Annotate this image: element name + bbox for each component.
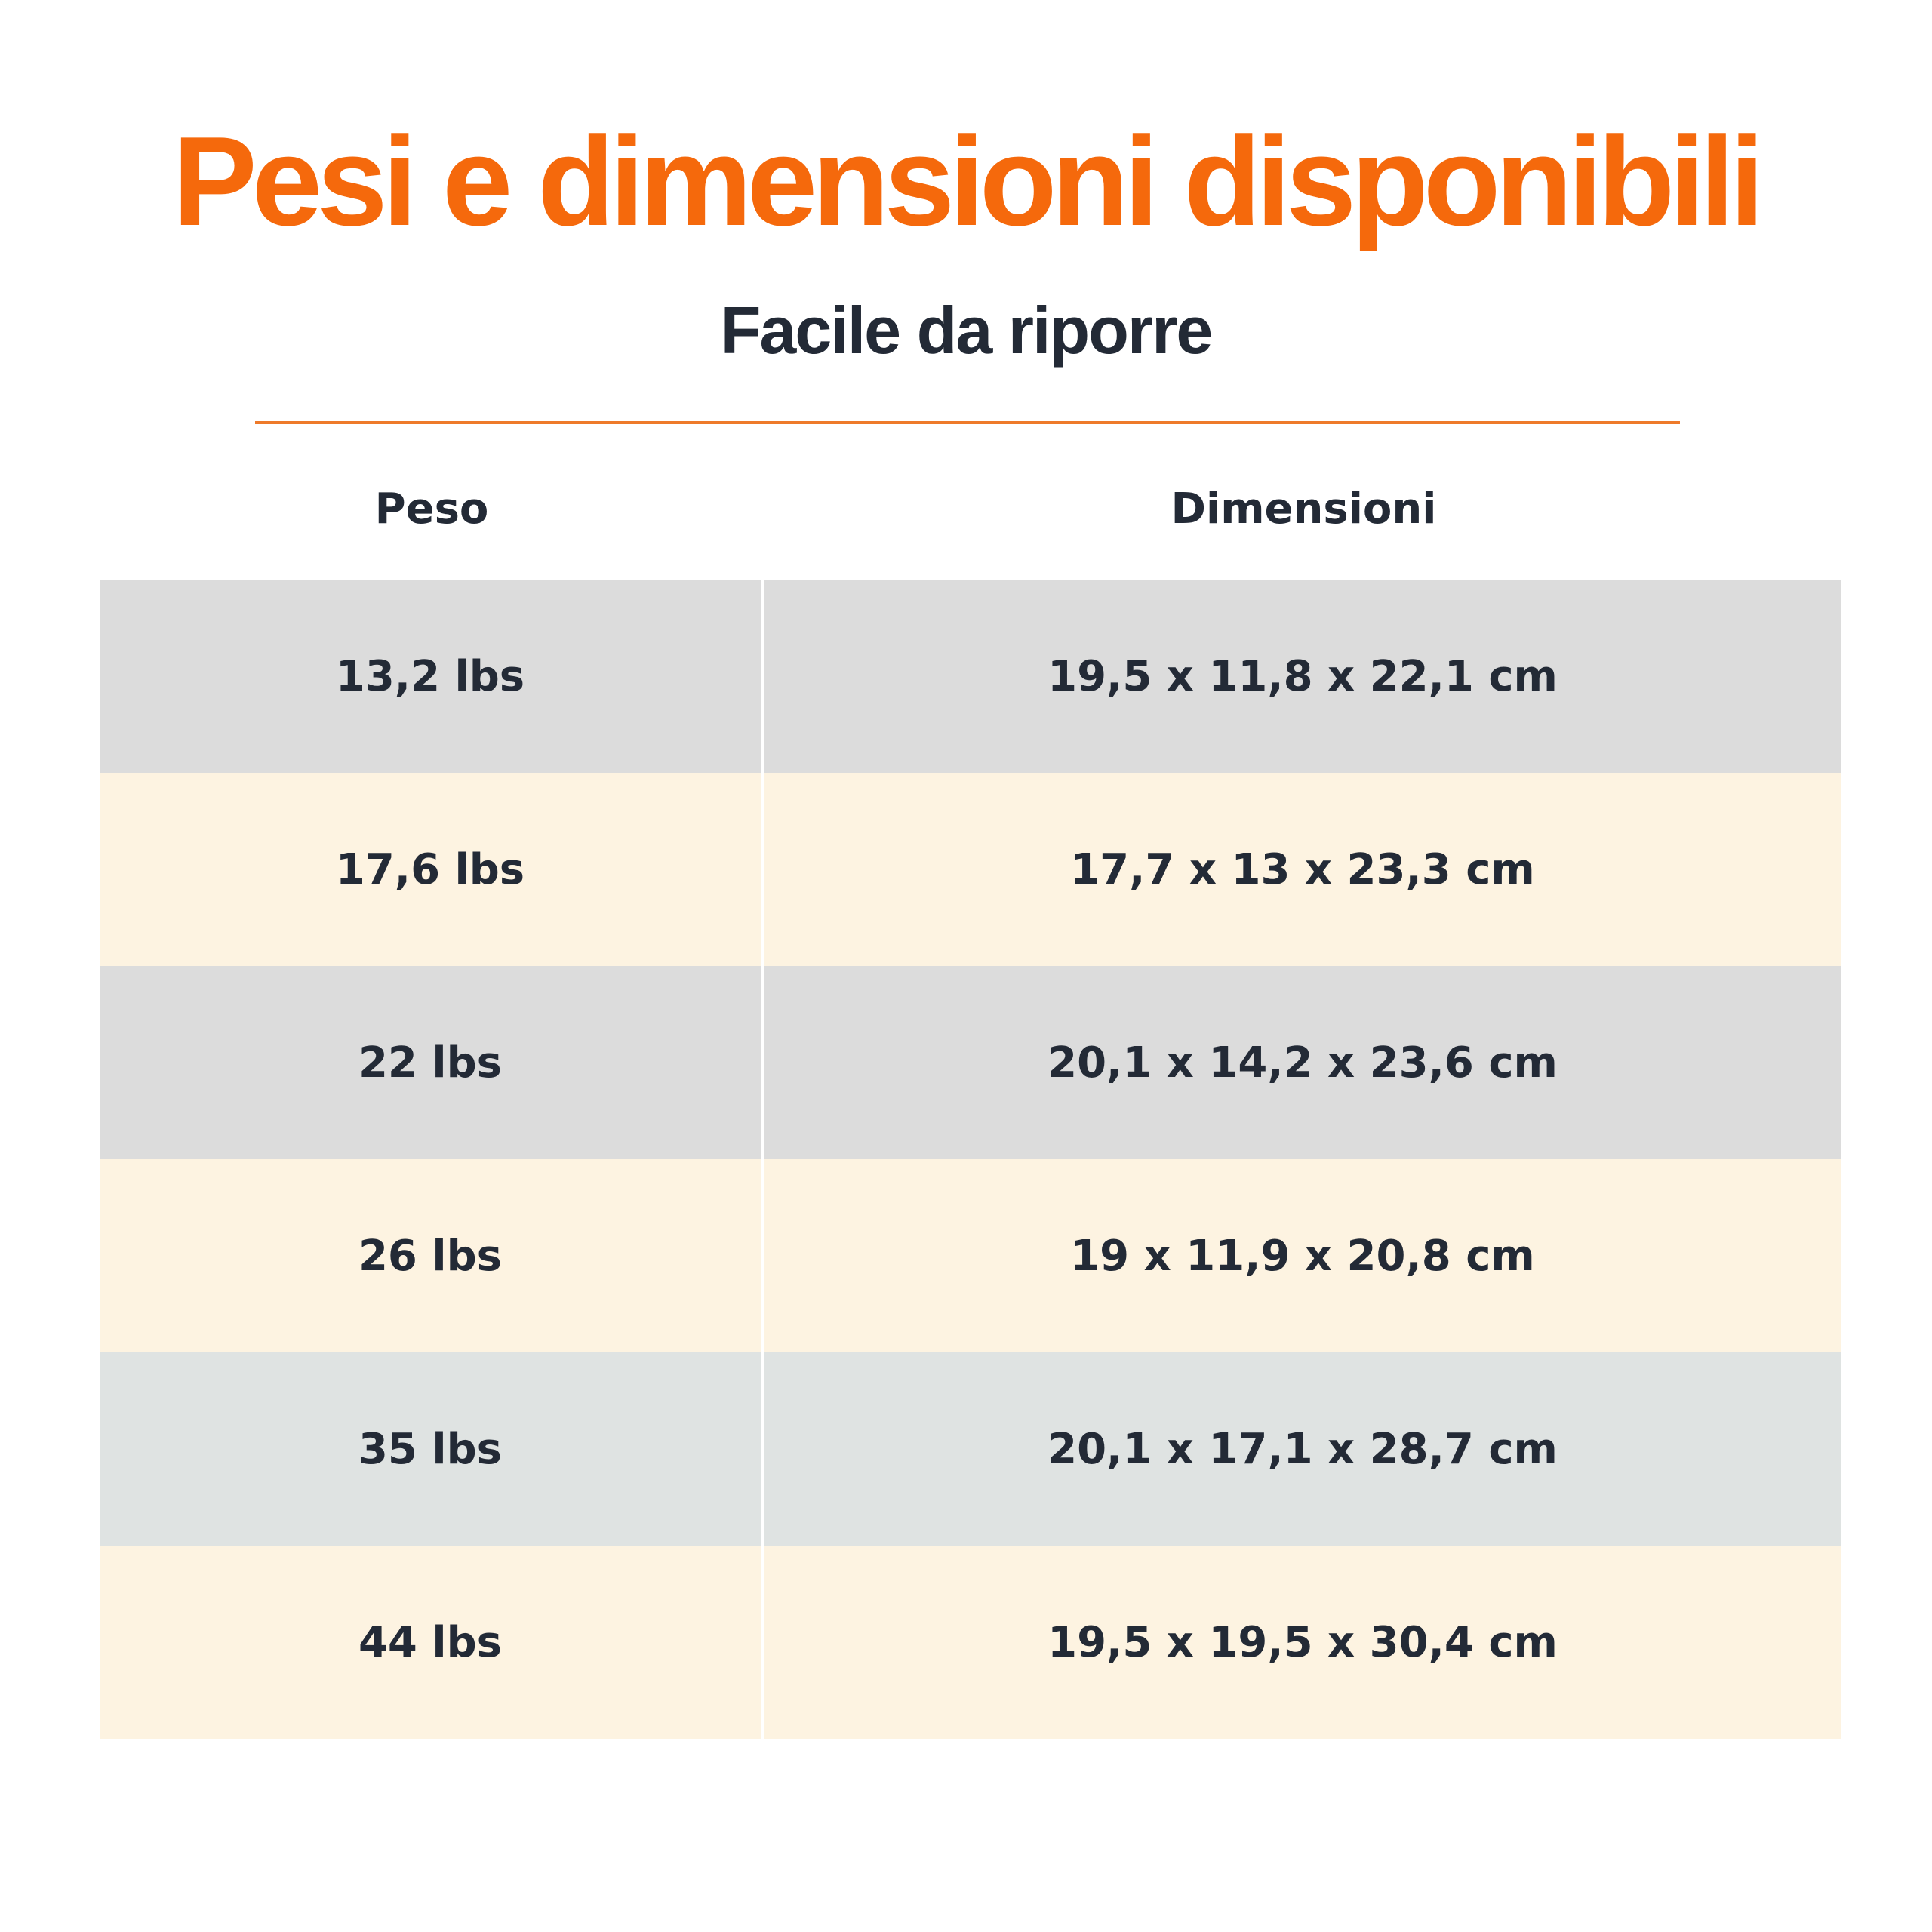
dimensions-cell: 17,7 x 13 x 23,3 cm bbox=[1070, 844, 1535, 894]
weight-cell: 17,6 lbs bbox=[100, 773, 764, 966]
dimensions-cell: 19,5 x 19,5 x 30,4 cm bbox=[1048, 1617, 1558, 1667]
dimensions-cell: 20,1 x 17,1 x 28,7 cm bbox=[1048, 1424, 1558, 1474]
dimensions-cell: 19 x 11,9 x 20,8 cm bbox=[1070, 1231, 1535, 1281]
page-subtitle: Facile da riporre bbox=[720, 293, 1212, 368]
weight-cell: 13,2 lbs bbox=[100, 580, 764, 773]
table-row bbox=[100, 1546, 1841, 1739]
dimensions-cell: 20,1 x 14,2 x 23,6 cm bbox=[1048, 1038, 1558, 1088]
weight-cell: 44 lbs bbox=[100, 1546, 764, 1739]
weight-cell: 22 lbs bbox=[100, 966, 764, 1159]
dimensions-cell: 19,5 x 11,8 x 22,1 cm bbox=[1048, 651, 1558, 701]
column-header-weight: Peso bbox=[374, 485, 489, 534]
table-row bbox=[100, 773, 1841, 966]
page-title: Pesi e dimensioni disponibili bbox=[172, 110, 1760, 252]
column-header-dimensions: Dimensioni bbox=[1171, 485, 1437, 534]
size-table bbox=[100, 580, 1841, 1739]
table-row bbox=[100, 580, 1841, 773]
table-row bbox=[100, 1352, 1841, 1546]
table-row bbox=[100, 1159, 1841, 1352]
title-divider bbox=[255, 421, 1680, 424]
weight-cell: 26 lbs bbox=[100, 1159, 764, 1352]
weight-cell: 35 lbs bbox=[100, 1352, 764, 1546]
table-row bbox=[100, 966, 1841, 1159]
